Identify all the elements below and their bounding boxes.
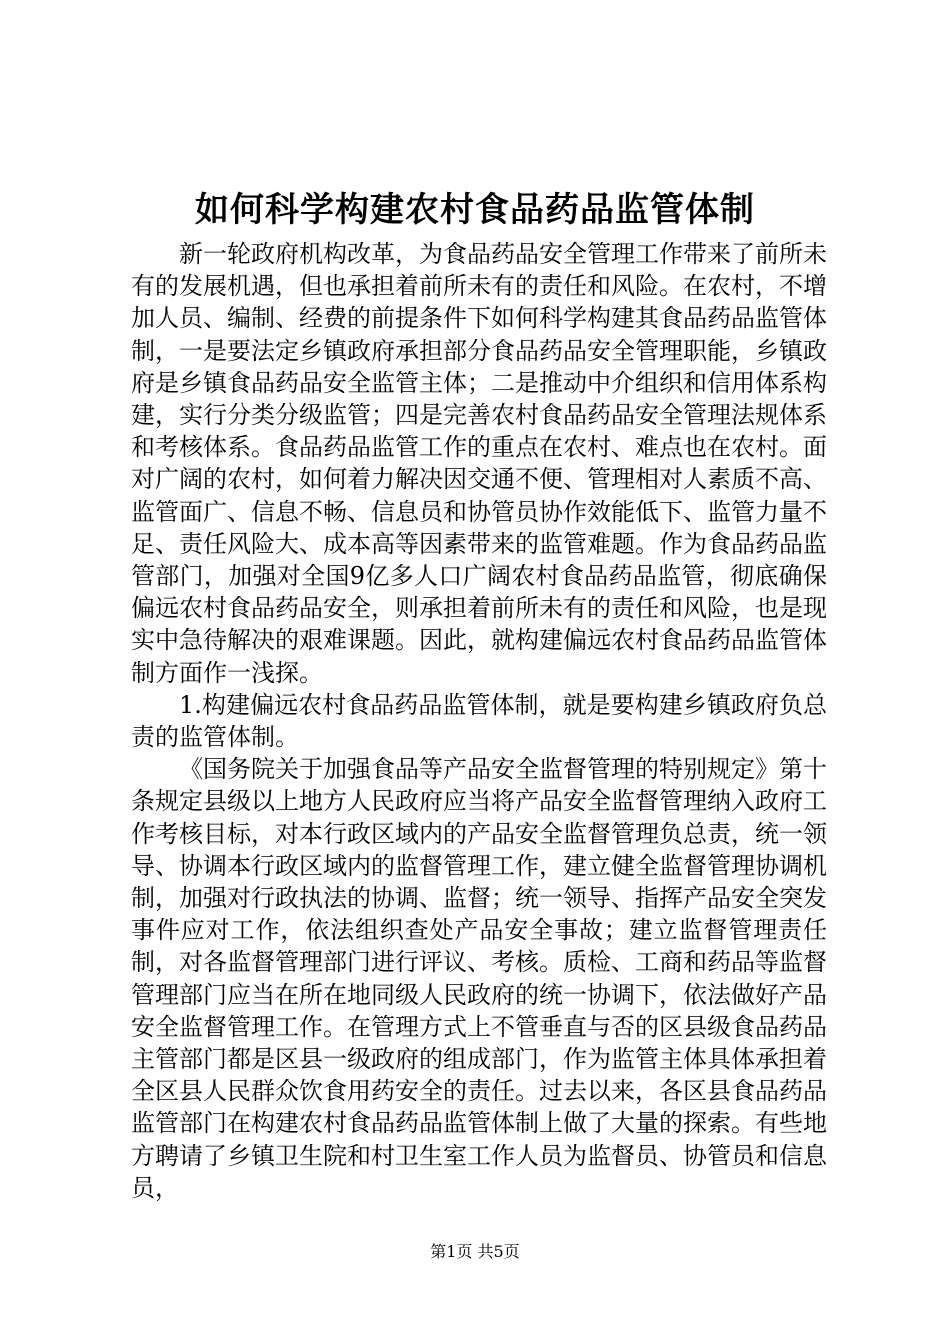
body-paragraph-2: 1.构建偏远农村食品药品监管体制，就是要构建乡镇政府负总责的监管体制。 <box>131 690 827 752</box>
body-paragraph-3: 《国务院关于加强食品等产品安全监督管理的特别规定》第十条规定县级以上地方人民政府应当将产品安全监督管理纳入政府工作考核目标，对本行政区域内的产品安全监督管理负总责，统一领导、协调本行政区域内的监督管理工作，建立健全监督管理协调机制，加强对行政执法的协调、监督；统一领导、指挥产品安全突发事件应对工作，依法组织查处产品安全事故；建立监督管理责任制，对各监督管理部门进行评议、考核。质检、工商和药品等监督管理部门应当在所在地同级人民政府的统一协调下，依法做好产品安全监督管理工作。在管理方式上不管垂直与否的区县级食品药品主管部门都是区县一级政府的组成部门，作为监管主体具体承担着全区县人民群众饮食用药安全的责任。过去以来，各区县食品药品监管部门在构建农村食品药品监管体制上做了大量的探索。有些地方聘请了乡镇卫生院和村卫生室工作人员为监督员、协管员和信息员， <box>131 755 827 1202</box>
body-paragraph-1: 新一轮政府机构改革，为食品药品安全管理工作带来了前所未有的发展机遇，但也承担着前所未有的责任和风险。在农村，不增加人员、编制、经费的前提条件下如何科学构建其食品药品监管体制，一是要法定乡镇政府承担部分食品药品安全管理职能，乡镇政府是乡镇食品药品安全监管主体；二是推动中介组织和信用体系构建，实行分类分级监管；四是完善农村食品药品安全管理法规体系和考核体系。食品药品监管工作的重点在农村、难点也在农村。面对广阔的农村，如何着力解决因交通不便、管理相对人素质不高、监管面广、信息不畅、信息员和协管员协作效能低下、监管力量不足、责任风险大、成本高等因素带来的监管难题。作为食品药品监管部门，加强对全国9亿多人口广阔农村食品药品监管，彻底确保偏远农村食品药品安全，则承担着前所未有的责任和风险，也是现实中急待解决的艰难课题。因此，就构建偏远农村食品药品监管体制方面作一浅探。 <box>131 240 827 687</box>
document-title: 如何科学构建农村食品药品监管体制 <box>195 190 755 230</box>
page-indicator: 第1页 共5页 <box>430 1242 520 1261</box>
document-body <box>131 238 827 1204</box>
page-footer <box>0 1241 950 1263</box>
